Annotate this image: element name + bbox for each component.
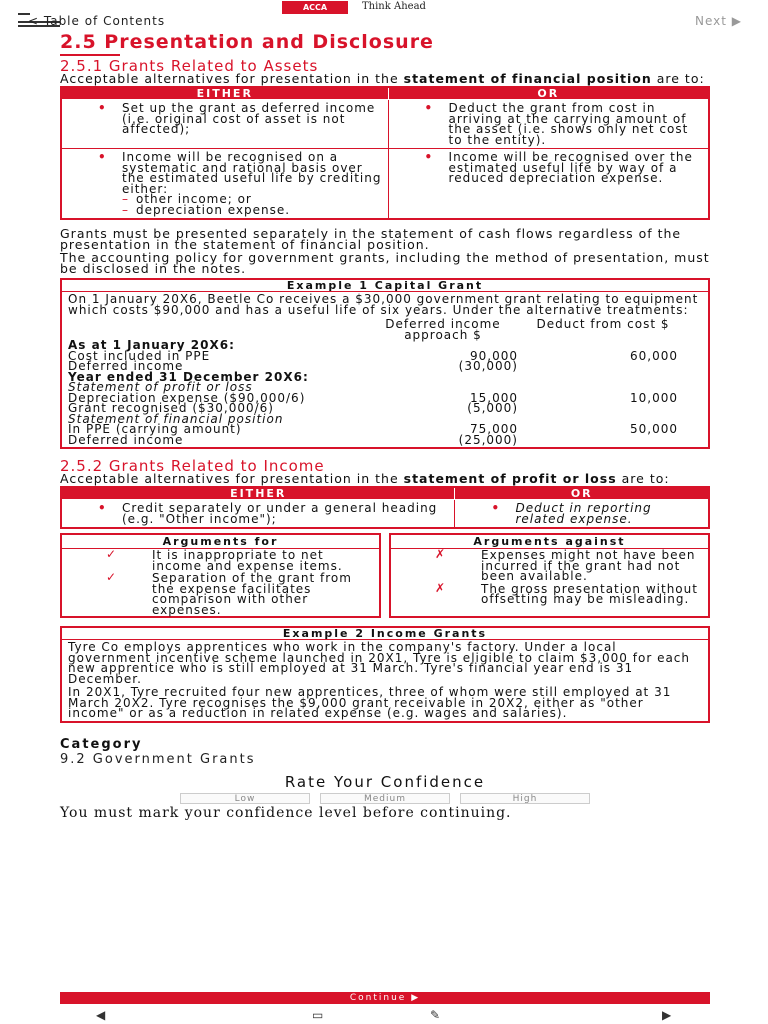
check-icon: ✓ <box>106 570 118 584</box>
example-row-value-deduct: 50,000 <box>630 422 678 436</box>
arguments-against-header: Arguments against <box>391 535 708 549</box>
sub-item: – other income; or <box>122 192 252 206</box>
table-cell: • Income will be recognised over the estimated useful life by way of a reduced depreciation expense. <box>388 149 709 220</box>
or-header: OR <box>388 87 709 100</box>
policy-paragraph: The accounting policy for government grants, including the method of presentation, must be disclosed in the notes. <box>60 250 710 276</box>
check-icon: ✓ <box>106 547 118 561</box>
example-row-value-deferred: (30,000) <box>458 359 518 373</box>
forward-icon[interactable]: ▶ <box>662 1008 672 1022</box>
example-row-value-deferred: (25,000) <box>458 432 518 447</box>
example-2-title: Example 2 Income Grants <box>62 628 708 640</box>
cross-icon: ✗ <box>435 547 447 561</box>
table-cell: • Credit separately or under a general heading (e.g. "Other income"); <box>61 500 455 529</box>
example-row-value-deferred: 15,000 <box>470 390 518 405</box>
title-divider <box>60 54 120 56</box>
example-row-value-deferred: (5,000) <box>467 401 518 415</box>
list-item: ✗ The gross presentation without offsetting may be misleading. <box>435 580 698 606</box>
confidence-low-button[interactable]: Low <box>180 793 310 804</box>
either-header: EITHER <box>61 87 388 100</box>
arguments-against-box <box>389 533 710 618</box>
example-row-label: Depreciation expense ($90,000/6) <box>68 390 306 405</box>
subsection-title-assets: 2.5.1 Grants Related to Assets <box>60 57 319 75</box>
category-value[interactable]: 9.2 Government Grants <box>60 751 256 767</box>
table-of-contents-link[interactable]: < Table of Contents <box>28 14 166 28</box>
example-1-grid <box>68 319 702 445</box>
example-2-box <box>60 626 710 723</box>
table-cell: • Deduct the grant from cost in arriving at the carrying amount of the asset (i.e. shows only net cost to the entity). <box>388 100 709 149</box>
example-1-box <box>60 278 710 449</box>
assets-alternatives-table <box>60 86 710 220</box>
example-2-paragraph-1: Tyre Co employs apprentices who work in the company's factory. Under a local government incentive scheme launched in 20X1, Tyre is eligible to claim $3,000 for each new apprentice who is still employed at 31 March. Tyre's financial year end is 31 December. <box>68 640 691 686</box>
example-row-value-deduct: 10,000 <box>630 390 678 405</box>
continue-button[interactable]: Continue ▶ <box>60 992 710 1004</box>
nav-row <box>0 14 768 28</box>
category-heading: Category <box>60 736 143 752</box>
example-row-value-deferred: 90,000 <box>470 348 518 363</box>
arguments-section <box>60 533 710 618</box>
arguments-for-header: Arguments for <box>62 535 379 549</box>
back-icon[interactable]: ◀ <box>96 1008 106 1022</box>
example-row-value-deduct <box>528 361 678 372</box>
example-row-label: As at 1 January 20X6: <box>68 338 235 352</box>
example-row-label: In PPE (carrying amount) <box>68 422 242 436</box>
system-nav-bar <box>0 1006 768 1024</box>
example-row-value-deduct <box>528 435 678 446</box>
example-row-value-deduct: 60,000 <box>630 348 678 363</box>
list-item: ✓ Separation of the grant from the expense facilitates comparison with other expenses. <box>106 570 352 617</box>
section-title: 2.5 Presentation and Disclosure <box>60 31 434 53</box>
example-2-paragraph-2: In 20X1, Tyre recruited four new apprentices, three of whom were still employed at 31 March 20X2. Tyre recognises the $9,000 grant receivable in 20X2, either as "other income" or as a reduction in related expense (e.g. wages and salaries). <box>68 685 672 720</box>
confidence-notice: You must mark your confidence level before continuing. <box>60 804 512 821</box>
example-row-value-deferred: 75,000 <box>470 422 518 436</box>
bookmark-icon[interactable]: ▭ <box>312 1008 324 1022</box>
pen-icon[interactable]: ✎ <box>430 1008 441 1022</box>
arguments-for-box <box>60 533 381 618</box>
column-header: Deduct from cost $ <box>536 317 670 331</box>
rate-confidence-heading: Rate Your Confidence <box>284 772 486 791</box>
income-alternatives-table <box>60 486 710 529</box>
example-1-title: Example 1 Capital Grant <box>62 280 708 292</box>
intro-income: Acceptable alternatives for presentation in the statement of profit or loss are to: <box>60 471 670 486</box>
acca-logo: ACCA <box>282 1 348 14</box>
table-cell: • Set up the grant as deferred income (i.e. original cost of asset is not affected); <box>61 100 388 149</box>
brand-tagline: Think Ahead <box>362 1 426 12</box>
example-row-label: Grant recognised ($30,000/6) <box>68 401 274 415</box>
sub-item: – depreciation expense. <box>122 202 291 217</box>
example-row-value-deferred <box>368 372 518 383</box>
main-content <box>60 31 710 821</box>
table-cell: • Deduct in reporting related expense. <box>455 500 709 529</box>
column-header: Deferred income approach $ <box>385 317 501 342</box>
example-row-label: Deferred income <box>68 432 184 447</box>
intro-assets: Acceptable alternatives for presentation in the statement of financial position are to: <box>60 71 705 86</box>
table-cell: • Income will be recognised on a systematic and rational basis over the estimated useful life by crediting either: – other income; or – depreciation expense. <box>61 149 388 220</box>
cash-flow-paragraph: Grants must be presented separately in the statement of cash flows regardless of the presentation in the statement of financial position. <box>60 226 682 252</box>
cross-icon: ✗ <box>435 580 447 595</box>
confidence-options <box>60 793 710 804</box>
example-row-label: Statement of profit or loss <box>68 380 253 394</box>
next-link[interactable]: Next ▶ <box>695 14 742 28</box>
example-row-label: Deferred income <box>68 359 184 373</box>
example-row-label: Cost included in PPE <box>68 348 211 363</box>
example-1-text: On 1 January 20X6, Beetle Co receives a $30,000 government grant relating to equipment which costs $90,000 and has a useful life of six years. Under the alternative treatments: <box>68 292 699 317</box>
confidence-medium-button[interactable]: Medium <box>320 793 450 804</box>
list-item: ✓ It is inappropriate to net income and expense items. <box>106 547 343 573</box>
list-item: ✗ Expenses might not have been incurred if the grant had not been available. <box>435 547 696 583</box>
example-row-label: Statement of financial position <box>68 411 284 426</box>
example-row-value-deduct <box>528 403 678 414</box>
or-header: OR <box>455 487 709 500</box>
either-header: EITHER <box>61 487 455 500</box>
subsection-title-income: 2.5.2 Grants Related to Income <box>60 457 325 475</box>
menu-icon[interactable] <box>18 2 60 12</box>
example-row-label: Year ended 31 December 20X6: <box>68 369 309 384</box>
confidence-high-button[interactable]: High <box>460 793 590 804</box>
example-row-value-deduct <box>528 372 678 383</box>
